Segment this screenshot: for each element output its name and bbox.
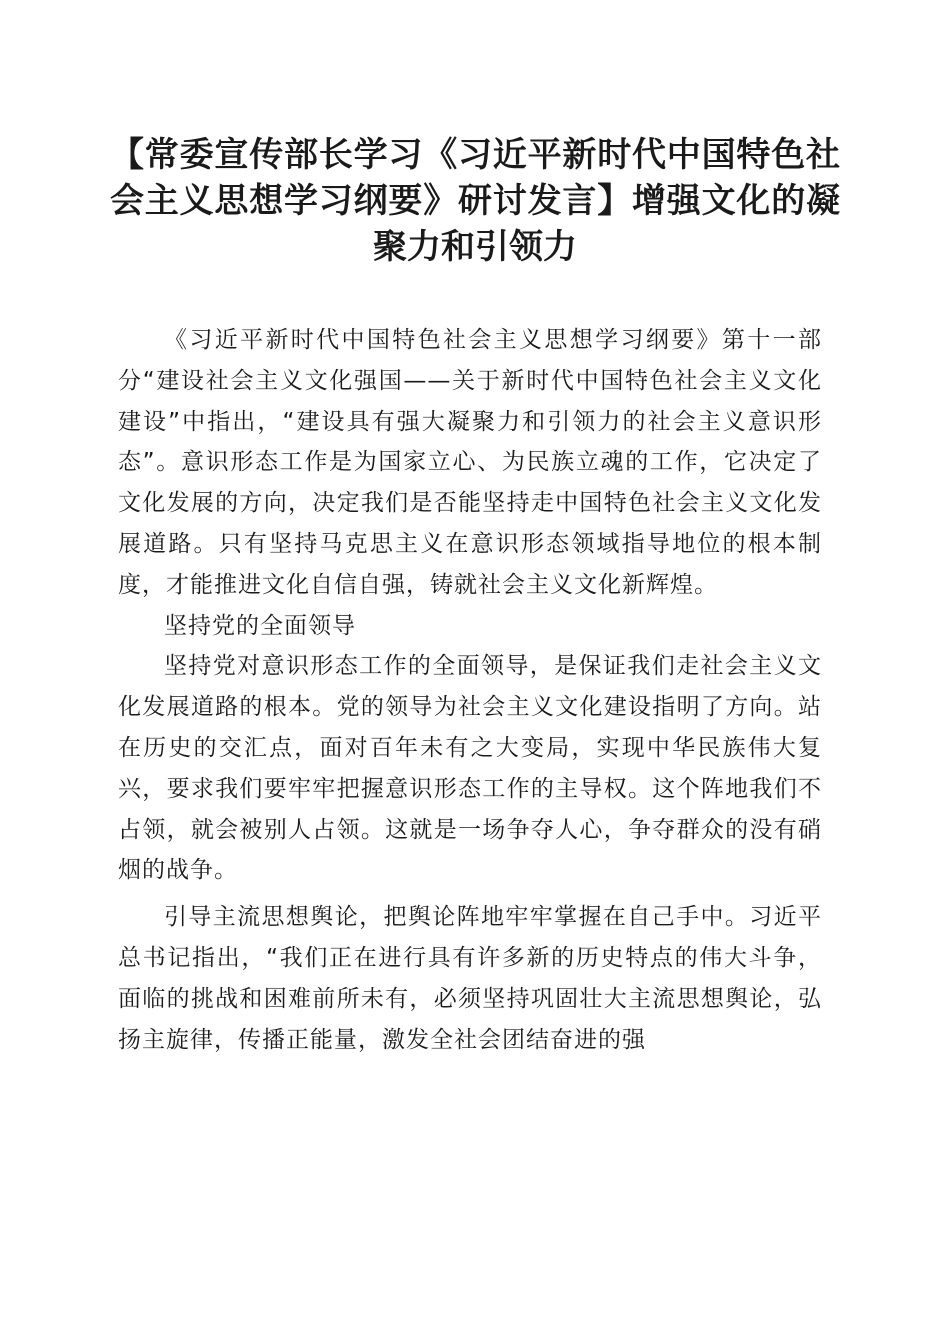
body-paragraph: 引导主流思想舆论，把舆论阵地牢牢掌握在自己手中。习近平总书记指出，“我们正在进行具有许多新的历史特点的伟大斗争，面临的挑战和困难前所未有，必须坚持巩固壮大主流思想舆论，弘扬主旋律，传播正能量，激发全社会团结奋进的强: [118, 904, 822, 1053]
body-paragraph: 坚持党对意识形态工作的全面领导，是保证我们走社会主义文化发展道路的根本。党的领导为社会主义文化建设指明了方向。站在历史的交汇点，面对百年未有之大变局，实现中华民族伟大复兴，要求我们要牢牢把握意识形态工作的主导权。这个阵地我们不占领，就会被别人占领。这就是一场争夺人心，争夺群众的没有硝烟的战争。: [118, 653, 822, 884]
document-title: 【常委宣传部长学习《习近平新时代中国特色社会主义思想学习纲要》研讨发言】增强文化的凝聚力和引领力: [110, 135, 840, 267]
intro-paragraph: 《习近平新时代中国特色社会主义思想学习纲要》第十一部分“建设社会主义文化强国——关于新时代中国特色社会主义文化建设”中指出，“建设具有强大凝聚力和引领力的社会主义意识形态”。意识形态工作是为国家立心、为民族立魂的工作，它决定了文化发展的方向，决定我们是否能坚持走中国特色社会主义文化发展道路。只有坚持马克思主义在意识形态领域指导地位的根本制度，才能推进文化自信自强，铸就社会主义文化新辉煌。: [118, 327, 822, 598]
section-heading: 坚持党的全面领导: [164, 612, 356, 639]
document-body: [118, 320, 822, 1060]
